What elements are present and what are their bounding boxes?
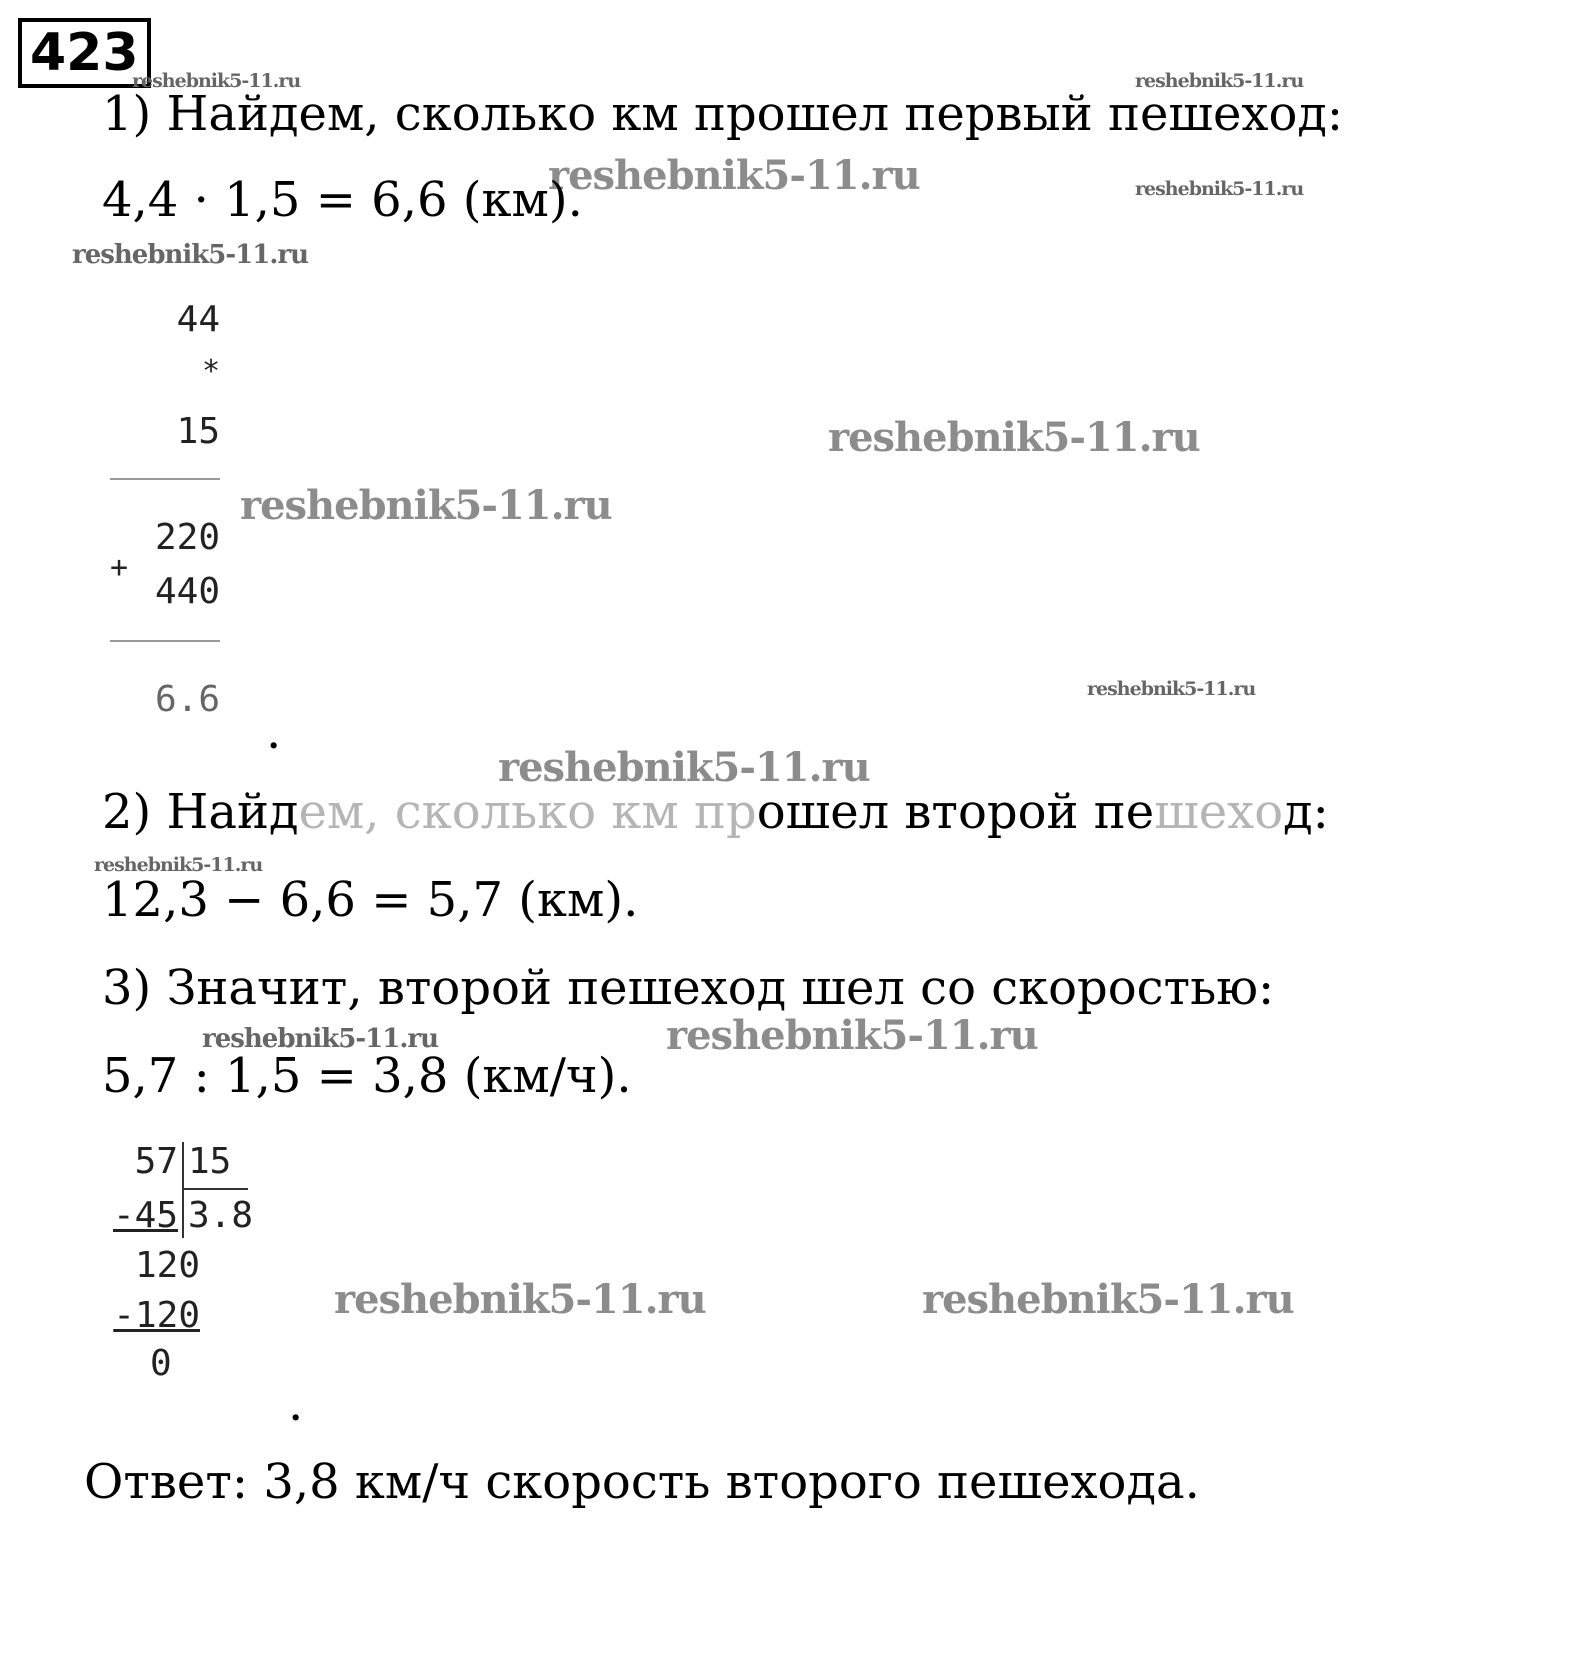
watermark: reshebnik5-11.ru bbox=[1135, 70, 1304, 92]
step2-heading-part: д: bbox=[1283, 784, 1329, 840]
partial-product-1: 220 bbox=[154, 517, 220, 558]
watermark: reshebnik5-11.ru bbox=[240, 482, 612, 529]
multiplication-result: 6.6 bbox=[154, 679, 220, 720]
remainder-2: 0 bbox=[150, 1343, 172, 1384]
watermark: reshebnik5-11.ru bbox=[498, 744, 870, 791]
watermark: reshebnik5-11.ru bbox=[94, 854, 263, 876]
step2-heading-part: 2) Найд bbox=[102, 784, 299, 840]
watermark: reshebnik5-11.ru bbox=[334, 1276, 706, 1323]
problem-number: 423 bbox=[18, 18, 151, 88]
watermark: reshebnik5-11.ru bbox=[922, 1276, 1294, 1323]
watermark: reshebnik5-11.ru bbox=[548, 152, 920, 199]
answer: Ответ: 3,8 км/ч скорость второго пешехода. bbox=[84, 1454, 1200, 1510]
step1-heading: 1) Найдем, сколько км прошел первый пешеход: bbox=[102, 86, 1344, 142]
subtraction-2: -120 bbox=[113, 1295, 200, 1336]
step2-heading-part: ошел второй пе bbox=[756, 784, 1155, 840]
multiplication-rule bbox=[110, 478, 220, 480]
remainder-1: 120 bbox=[134, 1245, 200, 1286]
division-bracket-vertical bbox=[182, 1142, 184, 1238]
step2-equation: 12,3 − 6,6 = 5,7 (км). bbox=[102, 872, 639, 928]
subtraction-1: -45 bbox=[112, 1195, 178, 1236]
watermark: reshebnik5-11.ru bbox=[132, 70, 301, 92]
quotient: 3.8 bbox=[188, 1195, 254, 1236]
step2-heading-part: ем, сколько км пр bbox=[298, 784, 757, 840]
watermark: reshebnik5-11.ru bbox=[828, 414, 1200, 461]
multiplier: 15 bbox=[176, 411, 220, 452]
multiplicand: 44 bbox=[176, 299, 220, 340]
divisor: 15 bbox=[188, 1141, 232, 1182]
watermark: reshebnik5-11.ru bbox=[1135, 178, 1304, 200]
watermark: reshebnik5-11.ru bbox=[72, 240, 309, 270]
plus-operator: + bbox=[110, 550, 129, 585]
period: . bbox=[266, 704, 282, 760]
watermark: reshebnik5-11.ru bbox=[202, 1024, 439, 1054]
watermark: reshebnik5-11.ru bbox=[666, 1012, 1038, 1059]
step2-heading-part: шехо bbox=[1154, 784, 1284, 840]
partial-product-2: 440 bbox=[154, 571, 220, 612]
step3-equation: 5,7 : 1,5 = 3,8 (км/ч). bbox=[102, 1048, 632, 1104]
dividend: 57 bbox=[134, 1141, 178, 1182]
step3-heading: 3) Значит, второй пешеход шел со скоростью: bbox=[102, 960, 1275, 1016]
period: . bbox=[288, 1376, 304, 1432]
step1-equation: 4,4 · 1,5 = 6,6 (км). bbox=[102, 172, 583, 228]
step2-heading bbox=[102, 782, 1329, 842]
multiply-operator: * bbox=[201, 354, 220, 389]
division-bracket-horizontal bbox=[182, 1188, 248, 1190]
watermark: reshebnik5-11.ru bbox=[1087, 678, 1256, 700]
multiplication-rule bbox=[110, 640, 220, 642]
